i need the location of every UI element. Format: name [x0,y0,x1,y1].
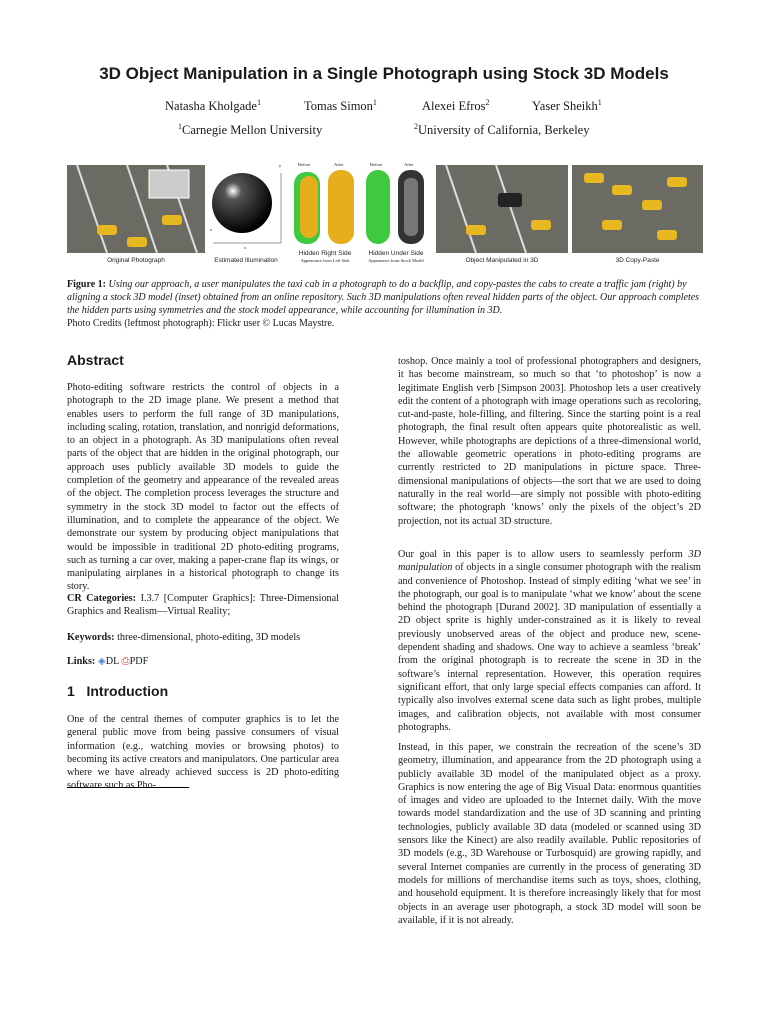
links-row: Links: ◈DL ⎙PDF [67,656,149,667]
author-4: Yaser Sheikh$^1$ [532,98,602,114]
pdf-link[interactable]: PDF [129,656,149,667]
before-label-2: Before [370,162,383,167]
panel-label-manipulated: Object Manipulated in 3D [465,257,539,264]
axis-x: x [244,245,247,250]
panel-label-hidden-under: Hidden Under Side [368,250,424,257]
pdf-icon: ⎙ [121,656,130,667]
intro-paragraph-1-continued: toshop. Once mainly a tool of professional photographers and designers, it has become mainstream, so much so that ‘to photoshop’ is now a legitimate English verb [Simpson 2003]. Photoshop lets a user creatively edit the content of a photograph with image operations such as recoloring, cut-and-paste, hole-filling, and filtering. Since the starting point is a real photograph, the final result often appears quite photorealistic as well. However, while photographs are depictions of a three-dimensional world, the allowable geometric operations in photo-editing programs are currently restricted to 2D manipulations in picture space. Three-dimensional manipulations of objects—the sort that we are used to doing naturally in the real world—are simply not possible with photo-editing software; the photograph ‘knows’ only the pixels of the object’s 2D projection, not its actual 3D structure. [398,356,701,527]
street-scene-illustration [67,165,205,253]
affiliation-2: $^2$University of California, Berkeley [414,122,590,138]
dl-icon: ◈ [97,656,106,667]
axis-y: y [279,163,282,168]
panel-label-original: Original Photograph [107,257,165,264]
intro-paragraph-1: One of the central themes of computer graphics is to let the general public move from being passive consumers of visual information (e.g., watching movies or browsing photos) to becoming its active creators and manipulators. One particular area where we have already achieved success is 2D photo-editing software such as Pho- [67,714,339,792]
cr-categories: CR Categories: I.3.7 [Computer Graphics]: Three-Dimensional Graphics and Realism—Virtual Reality; [67,593,339,618]
figure-caption: Figure 1: Using our approach, a user manipulates the taxi cab in a photograph to do a backflip, and copy-pastes the cabs to create a traffic jam (right) by aligning a stock 3D model (inset) obtained from an online repository. Such 3D manipulations often reveal hidden parts of the object. Our approach completes the hidden parts using symmetries and the stock model appearance, while accounting for illumination in 3D. Photo Credits (leftmost photograph): Flickr user © Lucas Maystre. [67,279,700,329]
intro-paragraph-2: Our goal in this paper is to allow users to seamlessly perform 3D manipulation of objects in a single consumer photograph with the realism and convenience of Photoshop. Instead of simply editing ‘what we see’ in the photograph, our goal is to manipulate ‘what we know’ about the scene behind the photograph [Durand 2002]. 3D manipulation of essentially a 2D object sprite is highly under-constrained as it is likely to reveal previously unobserved areas of the object and produce new, scene-dependent shading and shadows. One way to achieve a seamless ‘break’ from the original photograph is to recreate the scene in 3D in the software’s internal representation. However, this operation requires significant effort, that only large special effects companies can afford. It typically also involves external scene data such as light probes, multiple images, and calibration objects, not available with most consumer photographs. [398,549,701,733]
affiliation-1: $^1$Carnegie Mellon University [178,122,323,138]
panel-label-copy-paste: 3D Copy-Paste [615,257,660,264]
author-3: Alexei Efros$^2$ [422,98,490,114]
copy-paste-image [572,165,703,253]
illumination-sphere [208,165,284,251]
intro-paragraph-3: Instead, in this paper, we constrain the recreation of the scene’s 3D geometry, illumination, and appearance from the 2D photograph using a publicly available 3D model of the manipulated object as a proxy. Graphics is now entering the age of Big Visual Data: enormous quantities of images and video are uploaded to the Internet daily. With the move towards model standardization and the use of 3D scanning and printing technologies, publicly available 3D data (modeled or scanned using 3D sensors like the Kinect) are also readily available. Public repositories of 3D models (e.g., 3D Warehouse or Turbosquid) are growing rapidly, and several Internet companies are currently in the process of generating 3D models for millions of merchandise items such as toys, shoes, clothing, and household equipment. It is therefore increasingly likely that for most objects in an average user photograph, a stock 3D model will soon be available, if it is not already. [398,742,701,926]
dl-link[interactable]: DL [105,656,119,667]
sublabel-stock-model: Appearance from Stock Model [368,258,424,263]
object-manipulated-image [436,165,568,253]
abstract-text: Photo-editing software restricts the control of objects in a photograph to the 2D image plane. We present a method that enables users to perform the full range of 3D manipulations, including scaling, rotation, translation, and nonrigid deformations, to an object in a photograph. As 3D manipulations often reveal parts of the object that are hidden in the original photograph, our approach uses publicly available 3D models to guide the completion of the geometry and appearance of the revealed areas of the object. The completion process leverages the structure and symmetry in the stock 3D model to factor out the effects of illumination, and to complete the appearance of the object. We demonstrate our system by producing object manipulations that would be impossible in traditional 2D photo-editing programs, such as turning a car over, making a paper-crane flap its wings, or manipulating airplanes in a historical photograph to change its story. [67,382,339,593]
original-photograph-image [67,165,205,253]
panel-label-hidden-right: Hidden Right Side [298,250,352,257]
before-label-1: Before [298,162,311,167]
intro-heading: 1 Introduction [67,683,169,699]
after-label-1: After [334,162,344,167]
after-label-2: After [404,162,414,167]
author-1: Natasha Kholgade$^1$ [165,98,261,114]
panel-label-illumination: Estimated Illumination [214,257,278,264]
paper-title: 3D Object Manipulation in a Single Photograph using Stock 3D Models [99,64,669,83]
author-2: Tomas Simon$^1$ [304,98,377,114]
abstract-heading: Abstract [67,352,124,368]
footnote-rule [67,787,189,788]
hidden-sides-illustration [290,168,430,246]
sublabel-left-side: Appearance from Left Side [300,258,350,263]
keywords: Keywords: three-dimensional, photo-editing, 3D models [67,632,301,643]
axis-z: z [210,227,212,232]
